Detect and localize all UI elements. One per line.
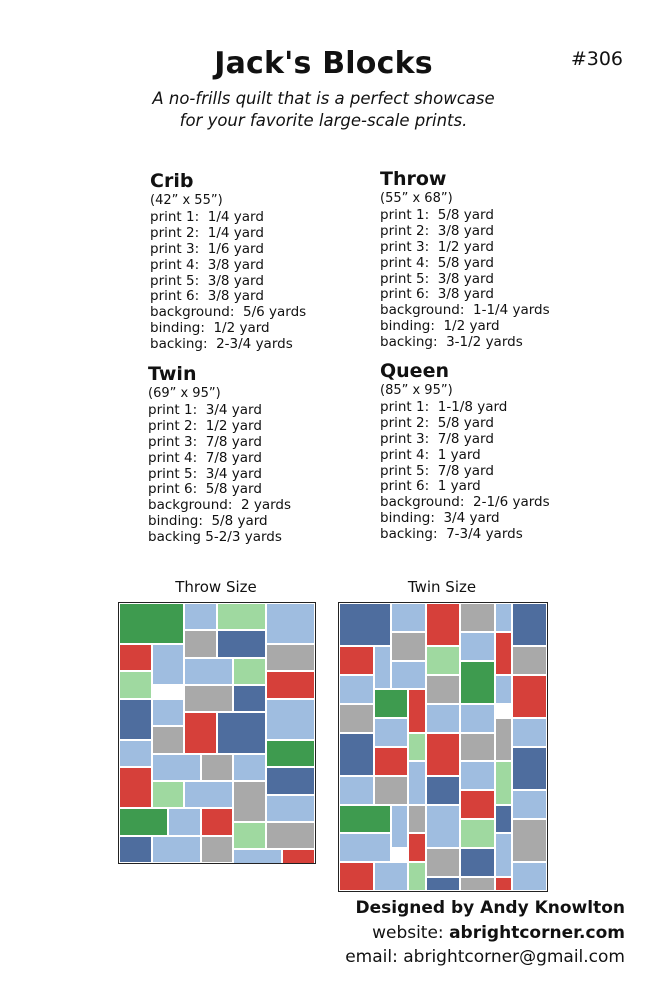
- requirement-line: background: 2 yards: [148, 497, 292, 514]
- designer-credit: Designed by Andy Knowlton: [355, 898, 625, 919]
- quilt-patch: [152, 781, 185, 808]
- quilt-patch: [152, 836, 201, 863]
- quilt-patch: [119, 603, 184, 644]
- quilt-patch: [119, 699, 152, 740]
- quilt-patch: [495, 761, 512, 804]
- requirement-line: print 5: 3/8 yard: [380, 270, 494, 287]
- quilt-diagram-throw: [118, 602, 316, 864]
- requirement-line: print 5: 7/8 yard: [380, 462, 494, 479]
- quilt-patch: [495, 718, 512, 761]
- requirement-line: print 1: 1-1/8 yard: [380, 399, 508, 416]
- quilt-patch: [426, 805, 461, 848]
- quilt-patch: [512, 718, 547, 747]
- requirement-line: print 3: 7/8 yard: [380, 430, 494, 447]
- requirement-line: print 6: 1 yard: [380, 478, 481, 495]
- quilt-patch: [426, 675, 461, 704]
- requirement-line: print 1: 5/8 yard: [380, 207, 494, 224]
- quilt-patch: [408, 761, 425, 804]
- requirement-line: print 2: 1/2 yard: [148, 418, 262, 435]
- quilt-patch: [184, 712, 217, 753]
- requirement-line: print 2: 5/8 yard: [380, 415, 494, 432]
- quilt-patch: [374, 689, 409, 718]
- quilt-patch: [495, 833, 512, 876]
- quilt-patch: [266, 795, 315, 822]
- quilt-patch: [460, 848, 495, 877]
- requirement-line: binding: 1/2 yard: [380, 317, 500, 334]
- requirement-line: print 6: 3/8 yard: [380, 286, 494, 303]
- requirement-line: print 4: 3/8 yard: [150, 256, 264, 273]
- quilt-patch: [233, 658, 266, 685]
- quilt-patch: [266, 671, 315, 698]
- quilt-patch: [408, 733, 425, 762]
- requirement-line: print 6: 3/8 yard: [150, 288, 264, 305]
- quilt-patch: [460, 790, 495, 819]
- requirement-line: print 4: 1 yard: [380, 446, 481, 463]
- quilt-patch: [339, 646, 374, 675]
- quilt-patch: [201, 836, 234, 863]
- quilt-patch: [266, 822, 315, 849]
- requirement-line: print 4: 7/8 yard: [148, 449, 262, 466]
- requirement-line: print 3: 1/2 yard: [380, 238, 494, 255]
- quilt-patch: [152, 644, 185, 685]
- subtitle: [0, 88, 647, 133]
- quilt-patch: [184, 781, 233, 808]
- requirement-line: binding: 1/2 yard: [150, 319, 270, 336]
- requirement-line: print 1: 1/4 yard: [150, 209, 264, 226]
- quilt-patch: [152, 754, 201, 781]
- quilt-patch: [460, 819, 495, 848]
- quilt-patch: [495, 675, 512, 704]
- quilt-patch: [282, 849, 315, 864]
- size-dimensions-queen: (85” x 95”): [380, 383, 453, 399]
- quilt-patch: [266, 644, 315, 671]
- size-block-twin: [148, 363, 291, 545]
- quilt-patch: [512, 819, 547, 862]
- requirement-line: print 2: 1/4 yard: [150, 225, 264, 242]
- requirement-line: print 3: 7/8 yard: [148, 433, 262, 450]
- quilt-patch: [426, 733, 461, 776]
- quilt-patch: [339, 704, 374, 733]
- quilt-patch: [339, 603, 391, 646]
- requirement-line: backing: 3-1/2 yards: [380, 333, 523, 350]
- quilt-patch: [426, 646, 461, 675]
- quilt-patch: [233, 849, 282, 864]
- requirement-line: binding: 5/8 yard: [148, 512, 268, 529]
- size-heading-throw: Throw: [380, 168, 447, 190]
- quilt-patch: [339, 776, 374, 805]
- quilt-patch: [168, 808, 201, 835]
- quilt-patch: [512, 747, 547, 790]
- requirement-line: print 2: 3/8 yard: [380, 223, 494, 240]
- quilt-patch: [426, 603, 461, 646]
- requirement-line: binding: 3/4 yard: [380, 509, 500, 526]
- quilt-patch: [119, 767, 152, 808]
- quilt-patch: [184, 630, 217, 657]
- email-label: email:: [345, 947, 398, 968]
- quilt-patch: [266, 740, 315, 767]
- quilt-patch: [460, 761, 495, 790]
- quilt-patch: [495, 805, 512, 834]
- quilt-patch: [426, 776, 461, 805]
- quilt-patch: [152, 699, 185, 726]
- requirement-line: print 1: 3/4 yard: [148, 402, 262, 419]
- website-url[interactable]: abrightcorner.com: [449, 922, 625, 943]
- quilt-patch: [495, 877, 512, 891]
- quilt-patch: [201, 808, 234, 835]
- quilt-patch: [374, 862, 409, 891]
- requirement-line: print 6: 5/8 yard: [148, 481, 262, 498]
- subtitle-line-2: for your favorite large-scale prints.: [179, 111, 468, 131]
- quilt-patch: [339, 862, 374, 891]
- size-block-queen: [380, 360, 550, 542]
- quilt-patch: [339, 805, 391, 834]
- page-title: Jack's Blocks: [214, 46, 433, 81]
- requirement-line: print 4: 5/8 yard: [380, 254, 494, 271]
- quilt-patch: [460, 877, 495, 891]
- quilt-patch: [460, 632, 495, 661]
- size-dimensions-crib: (42” x 55”): [150, 193, 223, 209]
- size-dimensions-throw: (55” x 68”): [380, 191, 453, 207]
- quilt-patch: [184, 603, 217, 630]
- quilt-patch: [391, 603, 426, 632]
- quilt-patch: [233, 781, 266, 822]
- quilt-patch: [184, 658, 233, 685]
- pattern-number: #306: [570, 48, 623, 70]
- quilt-patch: [217, 603, 266, 630]
- size-block-throw: [380, 168, 550, 350]
- size-heading-crib: Crib: [150, 170, 194, 192]
- quilt-patch: [233, 754, 266, 781]
- footer: [345, 896, 625, 970]
- website-label: website:: [372, 922, 444, 943]
- requirement-line: backing: 2-3/4 yards: [150, 335, 293, 352]
- size-heading-queen: Queen: [380, 360, 449, 382]
- quilt-patch: [460, 603, 495, 632]
- website-line: [345, 921, 625, 946]
- quilt-patch: [233, 685, 266, 712]
- requirement-line: background: 5/6 yards: [150, 304, 307, 321]
- quilt-patch: [374, 776, 409, 805]
- requirement-line: backing 5-2/3 yards: [148, 528, 282, 545]
- quilt-patch: [339, 733, 374, 776]
- size-block-crib: [150, 170, 306, 352]
- diagram-label-throw: Throw Size: [175, 578, 257, 596]
- quilt-patch: [266, 603, 315, 644]
- quilt-patch: [119, 808, 168, 835]
- quilt-patch: [426, 704, 461, 733]
- quilt-patch: [184, 685, 233, 712]
- quilt-patch: [512, 675, 547, 718]
- requirement-line: print 3: 1/6 yard: [150, 240, 264, 257]
- quilt-patch: [460, 704, 495, 733]
- quilt-patch: [217, 712, 266, 753]
- size-dimensions-twin: (69” x 95”): [148, 386, 221, 402]
- quilt-patch: [217, 630, 266, 657]
- quilt-patch: [512, 862, 547, 891]
- diagram-label-twin: Twin Size: [407, 578, 477, 596]
- quilt-patch: [374, 747, 409, 776]
- quilt-patch: [339, 833, 391, 862]
- quilt-patch: [495, 632, 512, 675]
- requirement-line: print 5: 3/4 yard: [148, 465, 262, 482]
- quilt-patch: [408, 689, 425, 732]
- quilt-patch: [119, 671, 152, 698]
- quilt-patch: [119, 836, 152, 863]
- quilt-patch: [374, 646, 391, 689]
- email-line: [345, 945, 625, 970]
- quilt-patch: [512, 603, 547, 646]
- subtitle-line-1: A no-frills quilt that is a perfect showcase: [152, 89, 495, 108]
- quilt-patch: [391, 805, 408, 848]
- quilt-patch: [512, 790, 547, 819]
- quilt-patch: [266, 767, 315, 794]
- requirement-line: background: 2-1/6 yards: [380, 494, 550, 511]
- quilt-patch: [374, 718, 409, 747]
- quilt-patch: [460, 733, 495, 762]
- quilt-patch: [266, 699, 315, 740]
- quilt-patch: [460, 661, 495, 704]
- requirement-line: print 5: 3/8 yard: [150, 272, 264, 289]
- requirement-line: background: 1-1/4 yards: [380, 302, 550, 319]
- size-requirements: [0, 168, 647, 558]
- quilt-patch: [495, 603, 512, 632]
- quilt-patch: [408, 805, 425, 834]
- quilt-diagram-twin: [338, 602, 548, 892]
- quilt-patch: [408, 862, 425, 891]
- quilt-patch: [339, 675, 374, 704]
- email-address[interactable]: abrightcorner@gmail.com: [403, 947, 625, 968]
- quilt-patch: [391, 661, 426, 690]
- requirement-line: backing: 7-3/4 yards: [380, 525, 523, 542]
- quilt-patch: [426, 877, 461, 891]
- quilt-patch: [233, 822, 266, 849]
- quilt-patch: [391, 632, 426, 661]
- quilt-patch: [201, 754, 234, 781]
- quilt-patch: [512, 646, 547, 675]
- quilt-patch: [426, 848, 461, 877]
- quilt-patch: [408, 833, 425, 862]
- quilt-patch: [119, 644, 152, 671]
- size-heading-twin: Twin: [148, 363, 197, 385]
- quilt-patch: [119, 740, 152, 767]
- quilt-patch: [152, 726, 185, 753]
